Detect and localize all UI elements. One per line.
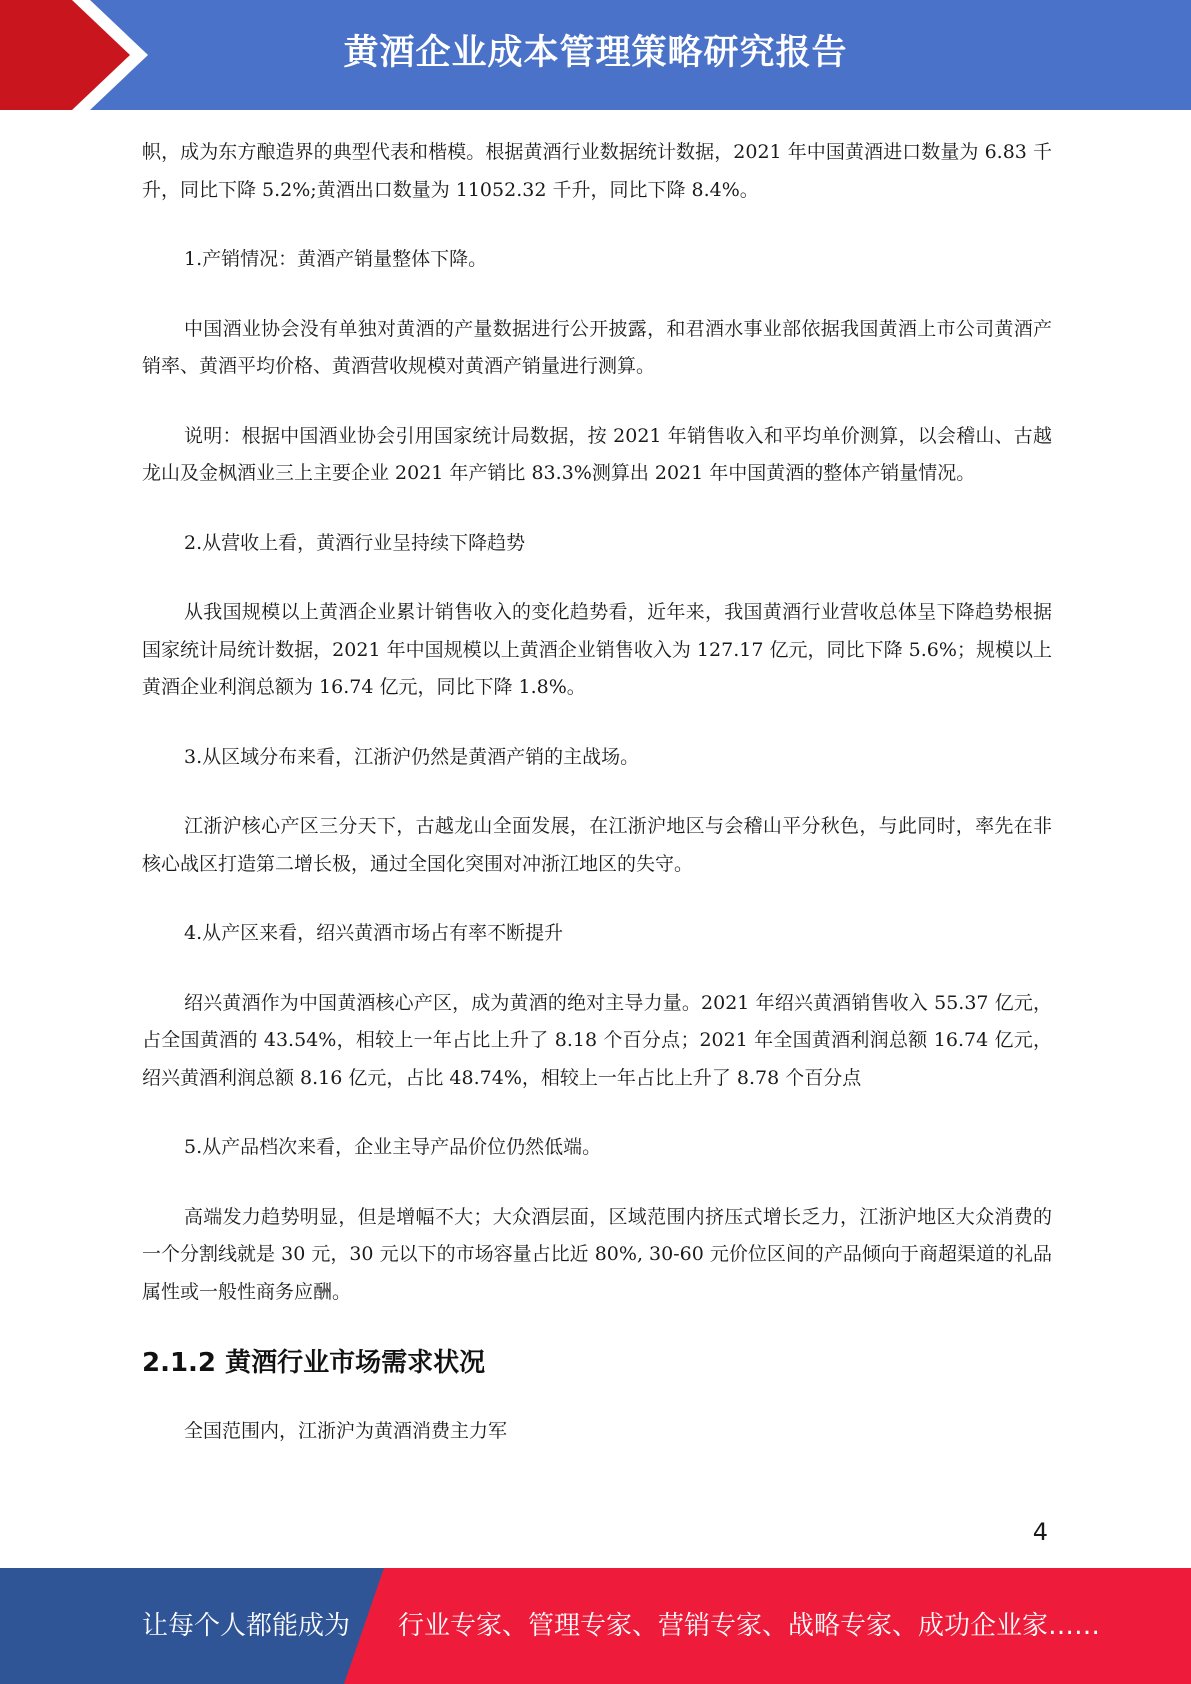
subsection-heading: 2.从营收上看，黄酒行业呈持续下降趋势 — [184, 531, 526, 554]
subsection-heading: 5.从产品档次来看，企业主导产品价位仍然低端。 — [184, 1136, 602, 1158]
body-paragraph: 从我国规模以上黄酒企业累计销售收入的变化趋势看，近年来，我国黄酒行业营收总体呈下降趋势根据国家统计局统计数据，2021 年中国规模以上黄酒企业销售收入为 127.17 亿元，同比下降 5.6%；规模以上黄酒企业利润总额为 16.74 亿元，同比下降 1.8%。 — [142, 601, 1052, 698]
section-heading: 2.1.2 黄酒行业市场需求状况 — [142, 1348, 486, 1378]
footer-slogan: 让每个人都能成为 — [142, 1611, 351, 1641]
subsection-heading: 4.从产区来看，绍兴黄酒市场占有率不断提升 — [184, 922, 564, 944]
document-body — [142, 134, 1052, 1483]
body-paragraph: 高端发力趋势明显，但是增幅不大；大众酒层面，区域范围内挤压式增长乏力，江浙沪地区大众消费的一个分割线就是 30 元，30 元以下的市场容量占比近 80%, 30-60 元价位区间的产品倾向于商超渠道的礼品属性或一般性商务应酬。 — [142, 1205, 1052, 1303]
body-paragraph: 中国酒业协会没有单独对黄酒的产量数据进行公开披露，和君酒水事业部依据我国黄酒上市公司黄酒产销率、黄酒平均价格、黄酒营收规模对黄酒产销量进行测算。 — [142, 317, 1052, 377]
body-paragraph: 江浙沪核心产区三分天下，古越龙山全面发展，在江浙沪地区与会稽山平分秋色，与此同时，率先在非核心战区打造第二增长极，通过全国化突围对冲浙江地区的失守。 — [142, 815, 1052, 875]
page-footer — [0, 1568, 1191, 1684]
body-paragraph: 帜，成为东方酿造界的典型代表和楷模。根据黄酒行业数据统计数据，2021 年中国黄酒进口数量为 6.83 千升，同比下降 5.2%;黄酒出口数量为 11052.32 千升，同比下降 8.4%。 — [142, 141, 1052, 201]
document-title: 黄酒企业成本管理策略研究报告 — [343, 33, 848, 73]
page-header — [0, 0, 1191, 110]
body-paragraph: 说明：根据中国酒业协会引用国家统计局数据，按 2021 年销售收入和平均单价测算，以会稽山、古越龙山及金枫酒业三上主要企业 2021 年产销比 83.3%测算出 2021 年中国黄酒的整体产销量情况。 — [142, 424, 1052, 484]
body-paragraph: 全国范围内，江浙沪为黄酒消费主力军 — [184, 1420, 508, 1442]
footer-tagline: 行业专家、管理专家、营销专家、战略专家、成功企业家…… — [398, 1611, 1101, 1641]
subsection-heading: 1.产销情况：黄酒产销量整体下降。 — [184, 248, 488, 270]
subsection-heading: 3.从区域分布来看，江浙沪仍然是黄酒产销的主战场。 — [184, 745, 640, 768]
body-paragraph: 绍兴黄酒作为中国黄酒核心产区，成为黄酒的绝对主导力量。2021 年绍兴黄酒销售收入 55.37 亿元，占全国黄酒的 43.54%，相较上一年占比上升了 8.18 个百分点；2021 年全国黄酒利润总额 16.74 亿元，绍兴黄酒利润总额 8.16 亿元，占比 48.74%，相较上一年占比上升了 8.78 个百分点 — [142, 991, 1052, 1089]
page-number: 4 — [1032, 1518, 1048, 1546]
